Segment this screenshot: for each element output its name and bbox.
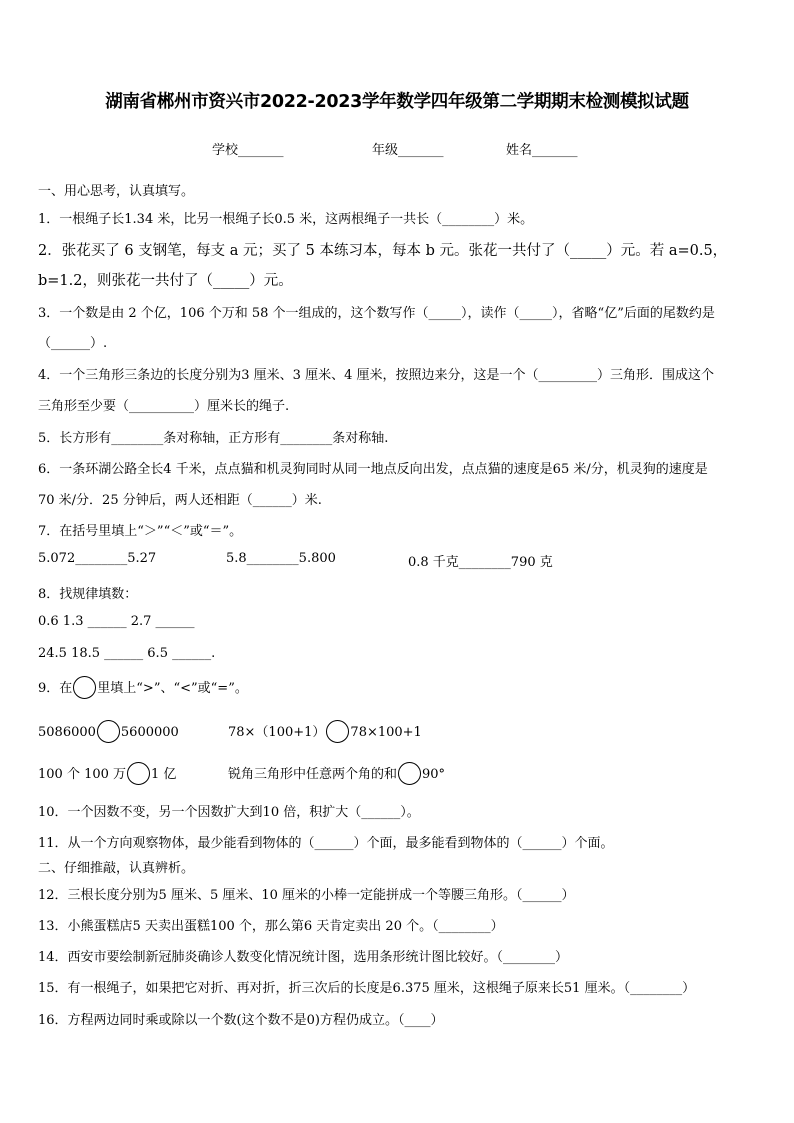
q9-r1-a-left: 5086000 (38, 725, 96, 740)
compare-circle-icon (326, 720, 349, 743)
q7-item-1: 5.072________5.27 (38, 551, 157, 566)
q9-r2-a-right: 1 亿 (151, 767, 177, 782)
q9-r2-b (228, 763, 445, 786)
q9-r2-a-left: 100 个 100 万 (38, 767, 127, 782)
compare-circle-icon (97, 720, 120, 743)
question-1: 1．一根绳子长1.34 米，比另一根绳子长0.5 米，这两根绳子一共长（________）米。 (38, 212, 534, 227)
question-2-line-1: 2．张花买了 6 支钢笔，每支 a 元；买了 5 本练习本，每本 b 元。张花一共付了（_____）元。若 a=0.5， (38, 243, 728, 259)
q9-r1-a (38, 721, 179, 744)
q9-r1-a-right: 5600000 (120, 725, 179, 740)
question-4-line-1: 4．一个三角形三条边的长度分别为3 厘米、3 厘米、4 厘米，按照边来分，这是一个（_________）三角形．围成这个 (38, 368, 714, 383)
q7-item-3: 0.8 千克________790 克 (408, 555, 553, 570)
question-7: 7．在括号里填上“＞”“＜”或“＝”。 (38, 524, 243, 539)
compare-circle-icon (73, 676, 96, 699)
question-3-line-2: （______）. (38, 336, 108, 351)
question-2-line-2: b=1.2，则张花一共付了（_____）元。 (38, 273, 293, 289)
question-10: 10．一个因数不变，另一个因数扩大到10 倍，积扩大（______）。 (38, 805, 420, 820)
q9-suffix: 里填上“>”、“<”或“=”。 (97, 681, 248, 696)
question-6-line-2: 70 米/分．25 分钟后，两人还相距（______）米. (38, 493, 322, 508)
question-6-line-1: 6．一条环湖公路全长4 千米，点点猫和机灵狗同时从同一地点反向出发，点点猫的速度是65 米/分，机灵狗的速度是 (38, 462, 708, 477)
q7-item-2: 5.8________5.800 (226, 551, 336, 566)
question-3-line-1: 3．一个数是由 2 个亿，106 个万和 58 个一组成的，这个数写作（_____），读作（_____），省略“亿”后面的尾数约是 (38, 306, 715, 321)
question-15: 15．有一根绳子，如果把它对折、再对折，折三次后的长度是6.375 厘米，这根绳子原来长51 厘米。（________） (38, 981, 696, 996)
q9-r2-b-left: 锐角三角形中任意两个角的和 (228, 767, 398, 782)
section-2-heading: 二、仔细推敲，认真辨析。 (38, 861, 195, 876)
q9-r1-b-left: 78×（100+1） (228, 725, 326, 740)
section-1-heading: 一、用心思考，认真填写。 (38, 184, 195, 199)
question-8-row-2: 24.5 18.5 ______ 6.5 ______. (38, 646, 216, 661)
question-13: 13．小熊蛋糕店5 天卖出蛋糕100 个，那么第6 天肯定卖出 20 个。（________） (38, 919, 504, 934)
question-12: 12．三根长度分别为5 厘米、5 厘米、10 厘米的小棒一定能拼成一个等腰三角形。（______） (38, 888, 575, 903)
compare-circle-icon (127, 762, 150, 785)
question-16: 16．方程两边同时乘或除以一个数(这个数不是0)方程仍成立。（____） (38, 1013, 444, 1028)
grade-field: 年级_______ (372, 143, 444, 158)
q9-r2-b-right: 90° (422, 767, 446, 782)
question-5: 5．长方形有________条对称轴，正方形有________条对称轴. (38, 431, 389, 446)
school-field: 学校_______ (212, 143, 284, 158)
page-title: 湖南省郴州市资兴市2022-2023学年数学四年级第二学期期末检测模拟试题 (105, 92, 689, 112)
q9-r2-a (38, 763, 176, 786)
question-11: 11．从一个方向观察物体，最少能看到物体的（______）个面，最多能看到物体的（______）个面。 (38, 836, 614, 851)
name-field: 姓名_______ (506, 143, 578, 158)
q9-prefix: 9．在 (38, 681, 73, 696)
q9-r1-b (228, 721, 422, 744)
question-8: 8．找规律填数： (38, 587, 138, 602)
question-8-row-1: 0.6 1.3 ______ 2.7 ______ (38, 614, 195, 629)
question-14: 14．西安市要绘制新冠肺炎确诊人数变化情况统计图，选用条形统计图比较好。（________） (38, 950, 569, 965)
question-4-line-2: 三角形至少要（__________）厘米长的绳子. (38, 399, 290, 414)
compare-circle-icon (398, 762, 421, 785)
q9-r1-b-right: 78×100+1 (350, 725, 422, 740)
question-9 (38, 677, 758, 700)
